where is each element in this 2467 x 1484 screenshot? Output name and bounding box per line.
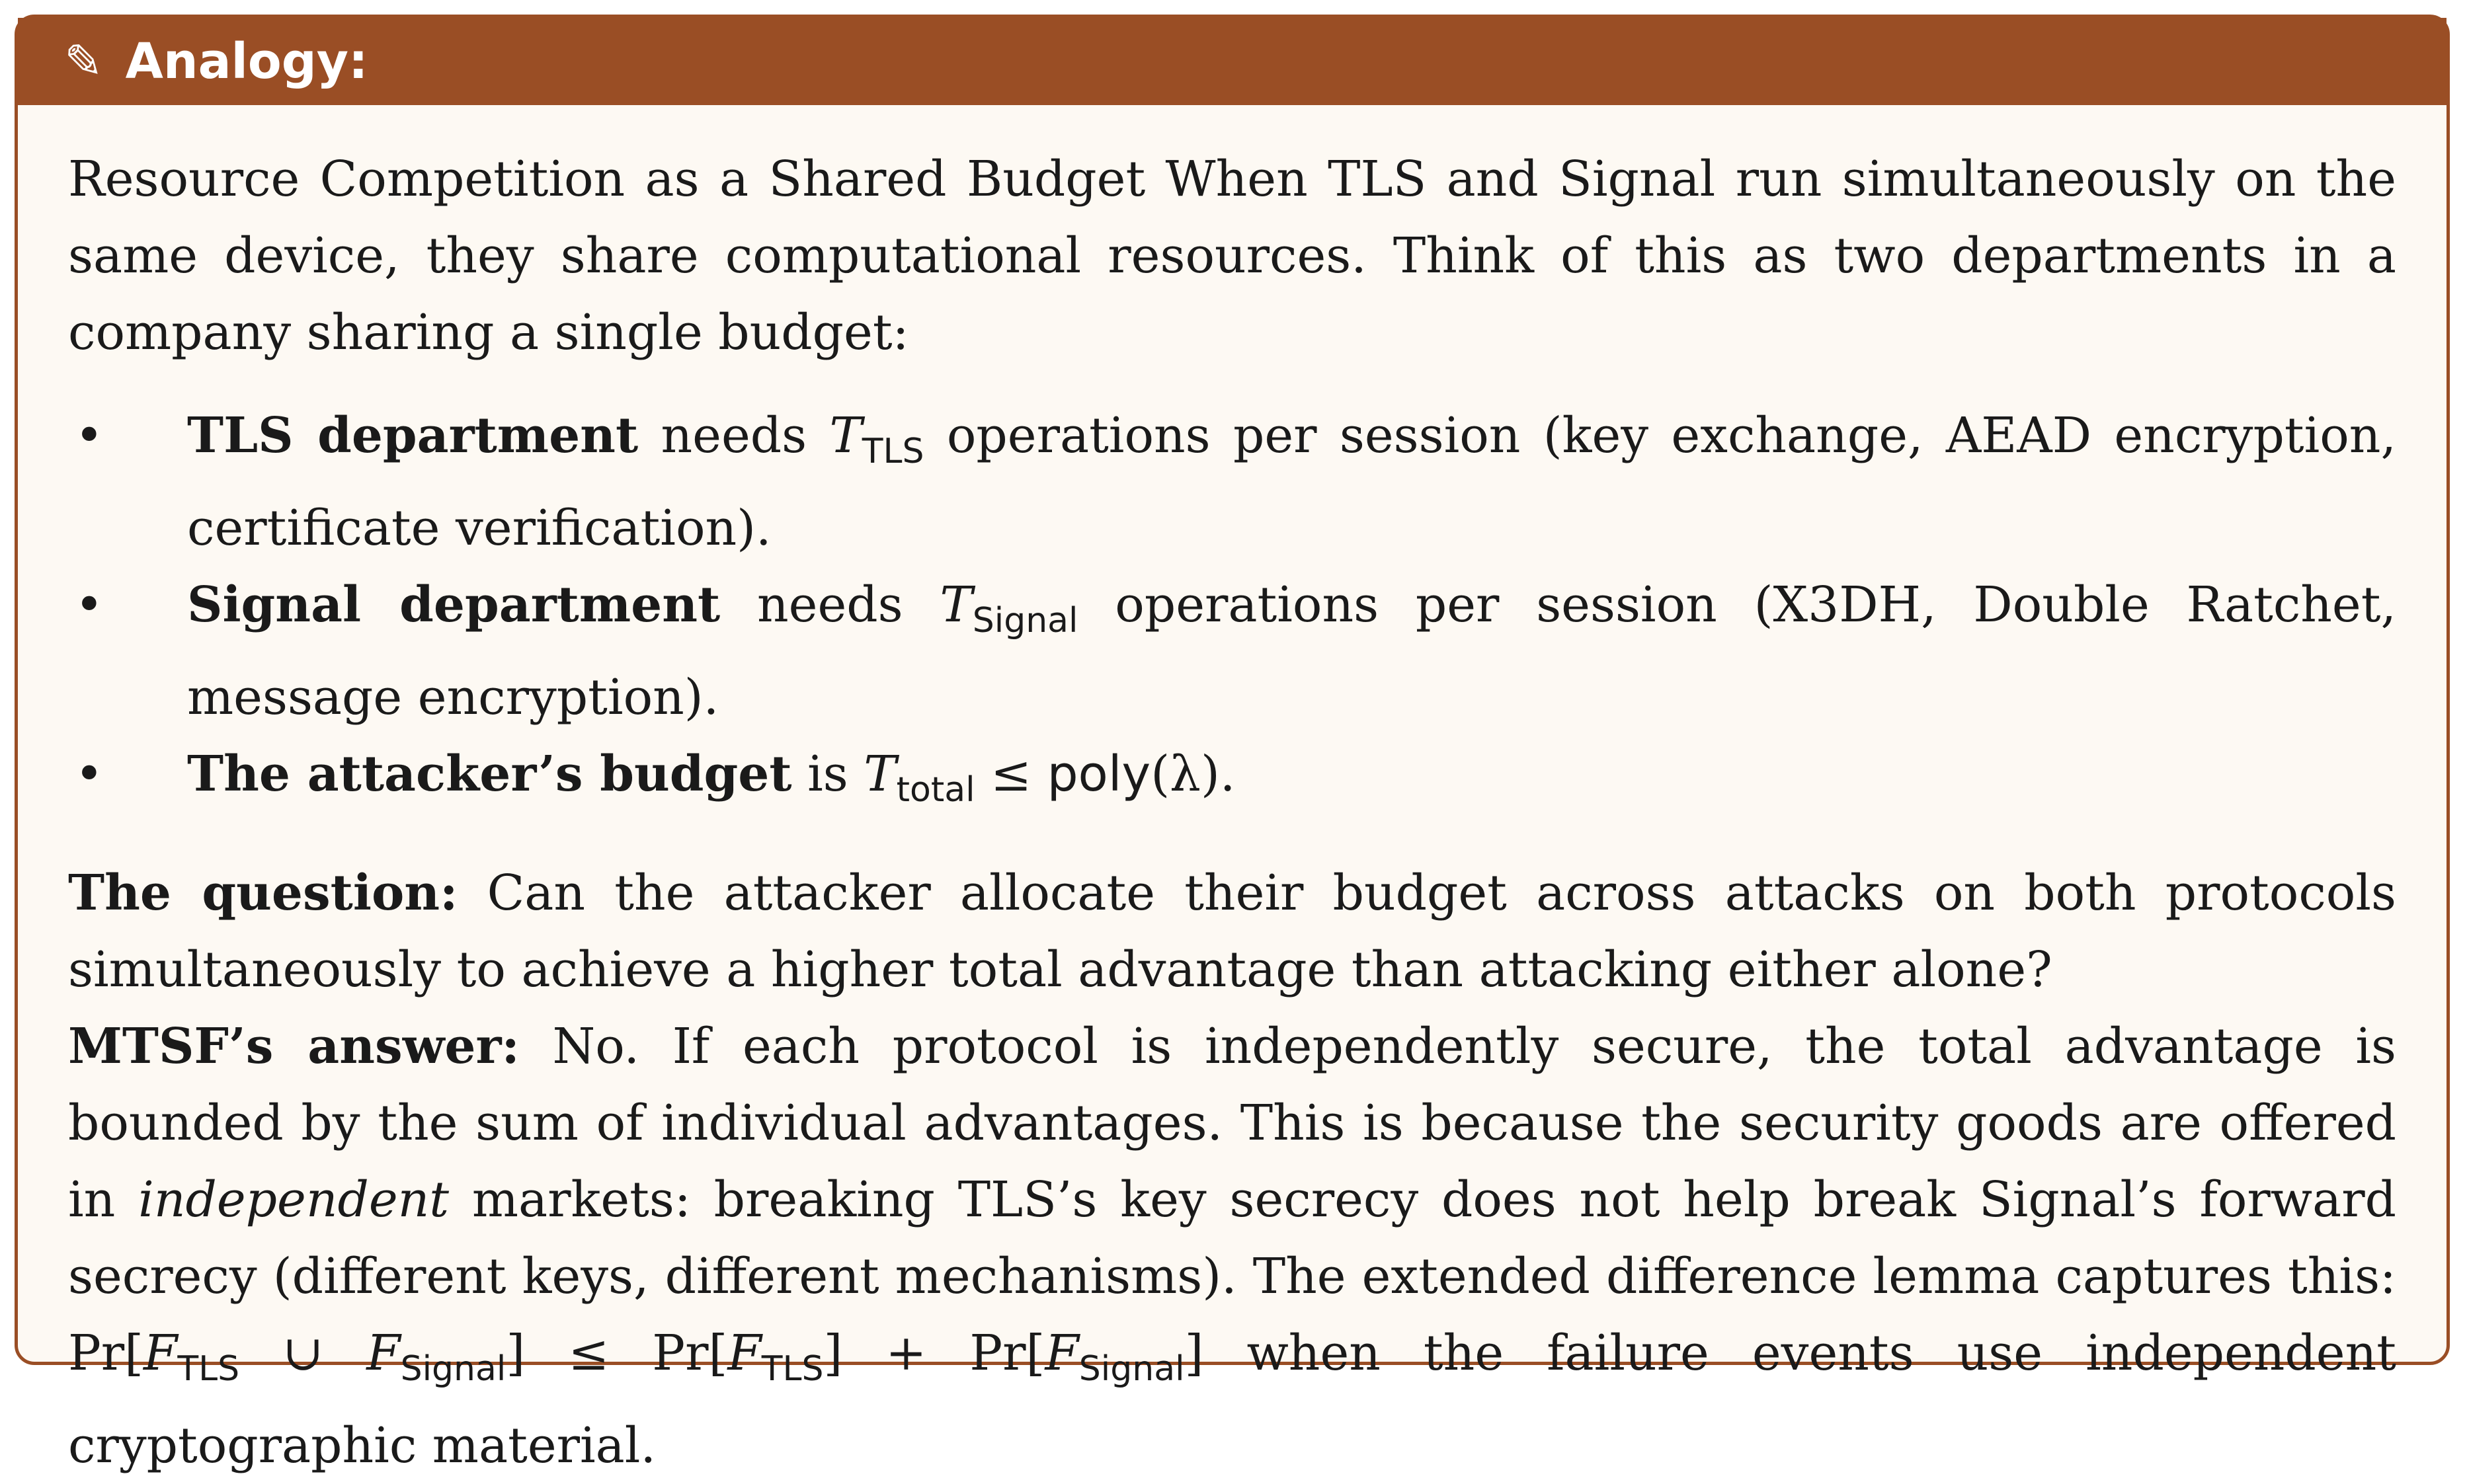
analogy-box — [15, 15, 2450, 1474]
question-paragraph: The question: Can the attacker allocate their budget across attacks on both protocols simultaneously to achieve a higher total advantage than attacking either alone? — [68, 865, 2396, 998]
formula-f: F — [1045, 1325, 1079, 1382]
analogy-content — [18, 105, 2447, 1484]
bullet-dot: • — [75, 407, 104, 464]
analogy-header — [18, 18, 2447, 105]
list-item: • The attacker’s budget is $T_{total}$ ≤ poly(λ). — [68, 736, 2396, 828]
bullet-dot: • — [75, 576, 104, 633]
formula-f: F — [727, 1325, 762, 1382]
list-item: • TLS department needs $T_{TLS}$ operations per session (key exchange, AEAD encryption, certificate verification). — [68, 397, 2396, 566]
analogy-title: Analogy: — [125, 33, 368, 90]
list-item: • Signal department needs $T_{Signal}$ operations per session (X3DH, Double Ratchet, message encryption). — [68, 566, 2396, 736]
intro-paragraph: Resource Competition as a Shared Budget When TLS and Signal run simultaneously on the same device, they share computational resources. Think of this as two departments in a company sharing a single budget: — [68, 151, 2396, 361]
bullet-list — [68, 397, 2396, 828]
answer-paragraph: MTSF’s answer: No. If each protocol is independently secure, the total advantage is bounded by the sum of individual advantages. This is because the security goods are offered in independent markets: breaking TLS’s key secrecy does not help break Signal’s forward secrecy (different keys, different mechanisms). The extended difference lemma captures this: $Pr[F_{TLS}$ ∪ $F_{Signal}] \le Pr[F_{TLS}] + Pr[F_{Signal}]$ when the failure events use independent cryptographic material. — [68, 1018, 2396, 1474]
formula-f: F — [366, 1325, 401, 1382]
pencil-icon: ✎ — [64, 34, 103, 89]
bullet-dot: • — [75, 746, 104, 802]
